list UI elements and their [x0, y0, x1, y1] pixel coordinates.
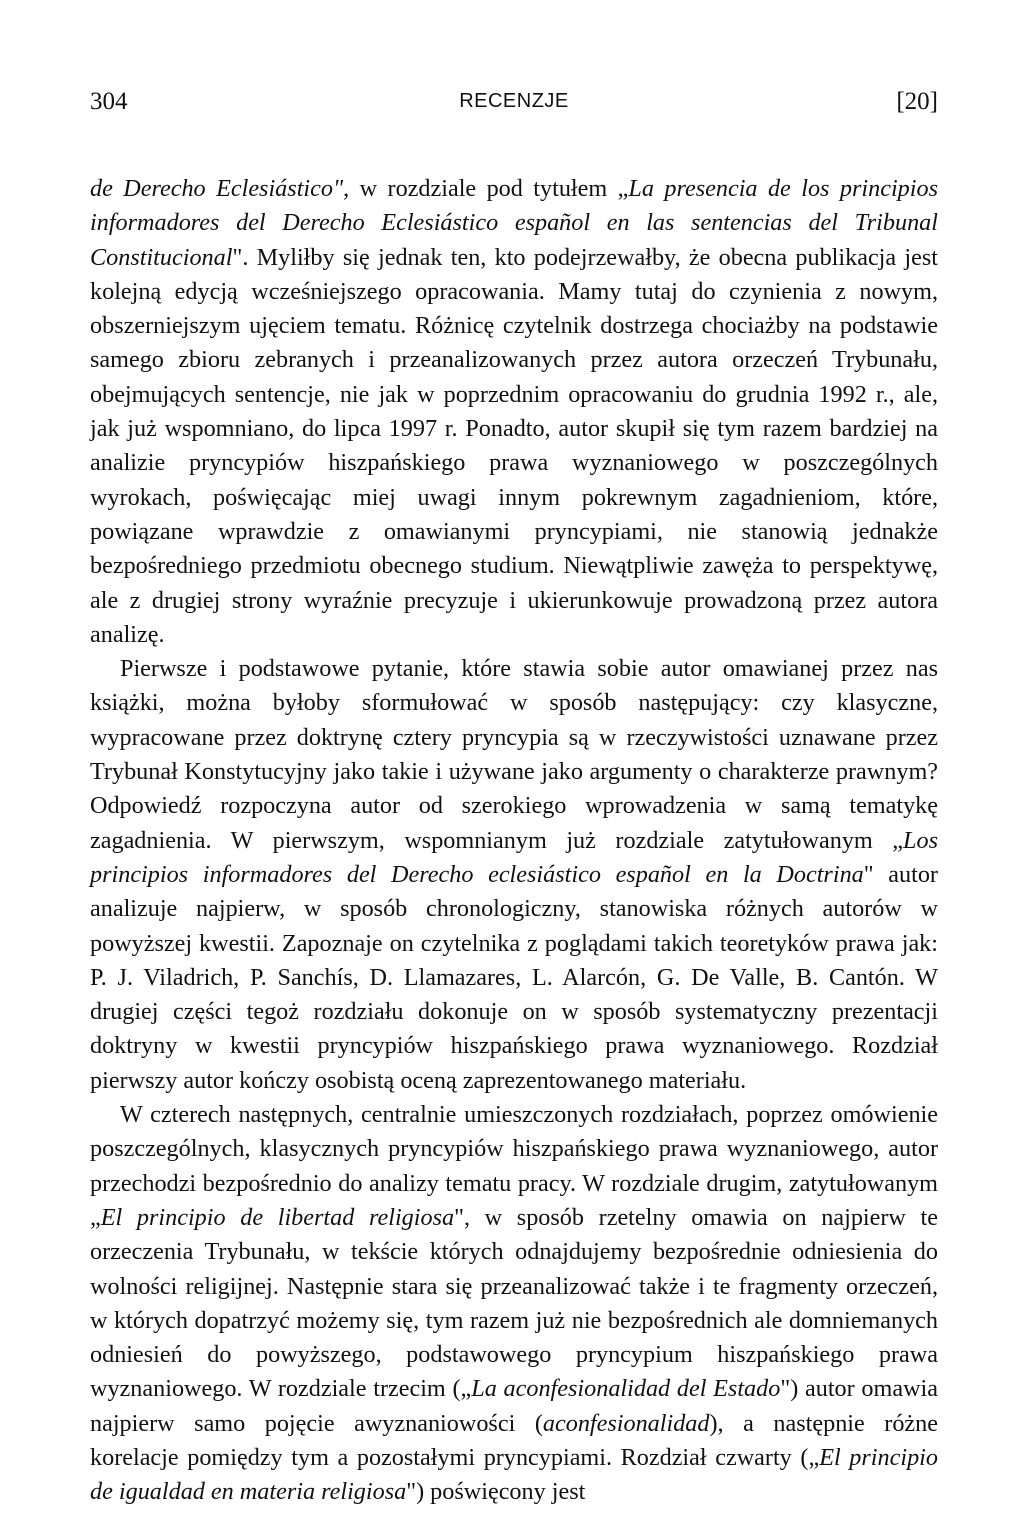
- italic-text-run: El principio de libertad religiosa: [100, 1203, 455, 1231]
- document-page: [90, 88, 938, 1510]
- text-run: W czterech następnych, centralnie umieszczonych rozdziałach, poprzez omówienie poszczególnych, klasycznych pryncypiów hiszpańskiego prawa wyznaniowego, autor przechodzi bezpośrednio do analizy tematu pracy. W rozdziale drugim, zatytułowanym „: [90, 1101, 938, 1231]
- body-text: [90, 172, 938, 1510]
- italic-text-run: La aconfesionalidad del Estado: [471, 1375, 781, 1403]
- text-run: ), a następnie różne korelacje pomiędzy tym a pozostałymi pryncypiami. Rozdział czwarty („: [90, 1409, 938, 1471]
- paragraph: [90, 652, 938, 1098]
- paragraph: [90, 172, 938, 652]
- text-run: ". Myliłby się jednak ten, kto podejrzewałby, że obecna publikacja jest kolejną edycją wcześniejszego opracowania. Mamy tutaj do czynienia z nowym, obszerniejszym ujęciem tematu. Różnicę czytelnik dostrzega chociażby na podstawie samego zbioru zebranych i przeanalizowanych przez autora orzeczeń Trybunału, obejmujących sentencje, nie jak w poprzednim opracowaniu do grudnia 1992 r., ale, jak już wspomniano, do lipca 1997 r. Ponadto, autor skupił się tym razem bardziej na analizie pryncypiów hiszpańskiego prawa wyznaniowego w poszczególnych wyrokach, poświęcając miej uwagi innym pokrewnym zagadnieniom, które, powiązane wprawdzie z omawianymi pryncypiami, nie stanowią jednakże bezpośredniego przedmiotu obecnego studium. Niewątpliwie zawęża to perspektywę, ale z drugiej strony wyraźnie precyzuje i ukierunkowuje prowadzoną przez autora analizę.: [90, 243, 938, 648]
- text-run: ") autor omawia najpierw samo pojęcie awyznaniowości (: [90, 1375, 938, 1437]
- running-head: [90, 88, 938, 122]
- italic-text-run: El principio de igualdad en materia religiosa: [90, 1443, 938, 1506]
- page-marker: [20]: [896, 88, 938, 115]
- text-run: ", w sposób rzetelny omawia on najpierw te orzeczenia Trybunału, w tekście których odnajdujemy bezpośrednie odniesienia do wolności religijnej. Następnie stara się przeanalizować także i te fragmenty orzeczeń, w których dopatrzyć możemy się, tym razem już nie bezpośrednich ale domniemanych odniesień do powyższego, podstawowego pryncypium hiszpańskiego prawa wyznaniowego. W rozdziale trzecim („: [90, 1203, 939, 1403]
- text-run: ") poświęcony jest: [406, 1478, 586, 1506]
- italic-text-run: La presencia de los principios informadores del Derecho Eclesiástico español en las sentencias del Tribunal Constitucional: [90, 175, 938, 271]
- text-run: Pierwsze i podstawowe pytanie, które stawia sobie autor omawianej przez nas książki, można byłoby sformułować w sposób następujący: czy klasyczne, wypracowane przez doktrynę cztery pryncypia są w rzeczywistości uznawane przez Trybunał Konstytucyjny jako takie i używane jako argumenty o charakterze prawnym? Odpowiedź rozpoczyna autor od szerokiego wprowadzenia w samą tematykę zagadnienia. W pierwszym, wspomnianym już rozdziale zatytułowanym „: [90, 655, 938, 854]
- section-title: RECENZJE: [459, 90, 569, 112]
- italic-text-run: aconfesionalidad: [542, 1409, 710, 1437]
- italic-text-run: Los principios informadores del Derecho eclesiástico español en la Doctrina: [90, 826, 938, 888]
- text-run: " autor analizuje najpierw, w sposób chronologiczny, stanowiska różnych autorów w powyższej kwestii. Zapoznaje on czytelnika z poglądami takich teoretyków prawa jak: P. J. Viladrich, P. Sanchís, D. Llamazares, L. Alarcón, G. De Valle, B. Cantón. W drugiej części tegoż rozdziału dokonuje on w sposób systematyczny prezentacji doktryny w kwestii pryncypiów hiszpańskiego prawa wyznaniowego. Rozdział pierwszy autor kończy osobistą oceną zaprezentowanego materiału.: [90, 860, 938, 1094]
- text-run: , w rozdziale pod tytułem „: [343, 175, 629, 202]
- italic-text-run: de Derecho Eclesiástico": [90, 175, 344, 202]
- paragraph: [90, 1098, 938, 1510]
- page-number: 304: [90, 88, 128, 115]
